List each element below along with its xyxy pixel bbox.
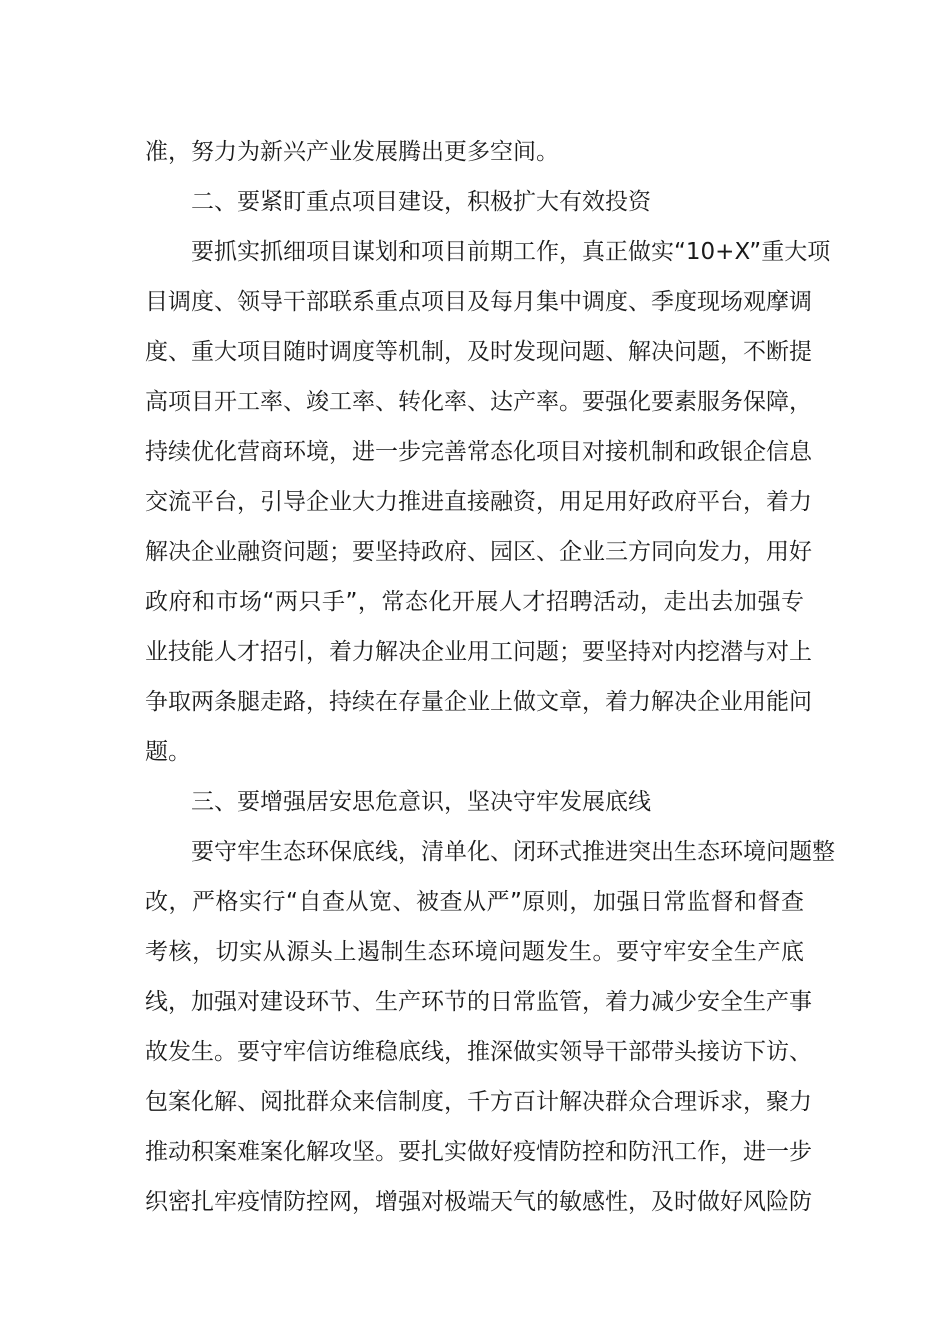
text-line: 政府和市场“两只手”，常态化开展人才招聘活动，走出去加强专 [145, 589, 804, 615]
paragraph-2-line-2 [0, 285, 950, 319]
paragraph-2-line-8 [0, 585, 950, 619]
paragraph-3-line-7 [0, 1135, 950, 1169]
text-line: 目调度、领导干部联系重点项目及每月集中调度、季度现场观摩调 [145, 289, 812, 315]
paragraph-3-line-1 [0, 835, 950, 869]
paragraph-3-line-5 [0, 1035, 950, 1069]
paragraph-1-line-1 [0, 135, 950, 169]
section-heading-2 [0, 185, 950, 219]
section-heading-3 [0, 785, 950, 819]
text-line: 推动积案难案化解攻坚。要扎实做好疫情防控和防汛工作，进一步 [145, 1139, 812, 1165]
text-line: 高项目开工率、竣工率、转化率、达产率。要强化要素服务保障， [145, 389, 812, 415]
paragraph-2-line-11 [0, 735, 950, 769]
heading-text: 三、要增强居安思危意识，坚决守牢发展底线 [191, 789, 651, 815]
paragraph-3-line-2 [0, 885, 950, 919]
text-line: 改，严格实行“自查从宽、被查从严”原则，加强日常监督和督查 [145, 889, 804, 915]
paragraph-3-line-8 [0, 1185, 950, 1219]
paragraph-2-line-10 [0, 685, 950, 719]
text-line: 业技能人才招引，着力解决企业用工问题；要坚持对内挖潜与对上 [145, 639, 812, 665]
text-line: 要守牢生态环保底线，清单化、闭环式推进突出生态环境问题整 [191, 839, 835, 865]
text-line: 织密扎牢疫情防控网，增强对极端天气的敏感性，及时做好风险防 [145, 1189, 812, 1215]
text-line: 解决企业融资问题；要坚持政府、园区、企业三方同向发力，用好 [145, 539, 812, 565]
text-line: 交流平台，引导企业大力推进直接融资，用足用好政府平台，着力 [145, 489, 812, 515]
paragraph-2-line-6 [0, 485, 950, 519]
text-line: 要抓实抓细项目谋划和项目前期工作，真正做实“10+X”重大项 [191, 239, 831, 265]
text-line: 考核，切实从源头上遏制生态环境问题发生。要守牢安全生产底 [145, 939, 804, 965]
paragraph-2-line-9 [0, 635, 950, 669]
paragraph-3-line-3 [0, 935, 950, 969]
text-line: 题。 [145, 739, 191, 765]
text-line: 持续优化营商环境，进一步完善常态化项目对接机制和政银企信息 [145, 439, 812, 465]
text-line: 包案化解、阅批群众来信制度，千方百计解决群众合理诉求，聚力 [145, 1089, 812, 1115]
heading-text: 二、要紧盯重点项目建设，积极扩大有效投资 [191, 189, 651, 215]
paragraph-2-line-4 [0, 385, 950, 419]
paragraph-3-line-4 [0, 985, 950, 1019]
text-line: 准，努力为新兴产业发展腾出更多空间。 [145, 139, 559, 165]
text-line: 争取两条腿走路，持续在存量企业上做文章，着力解决企业用能问 [145, 689, 812, 715]
paragraph-2-line-5 [0, 435, 950, 469]
text-line: 线，加强对建设环节、生产环节的日常监管，着力减少安全生产事 [145, 989, 812, 1015]
paragraph-3-line-6 [0, 1085, 950, 1119]
paragraph-2-line-1 [0, 235, 950, 269]
text-line: 故发生。要守牢信访维稳底线，推深做实领导干部带头接访下访、 [145, 1039, 812, 1065]
paragraph-2-line-7 [0, 535, 950, 569]
paragraph-2-line-3 [0, 335, 950, 369]
text-line: 度、重大项目随时调度等机制，及时发现问题、解决问题，不断提 [145, 339, 812, 365]
